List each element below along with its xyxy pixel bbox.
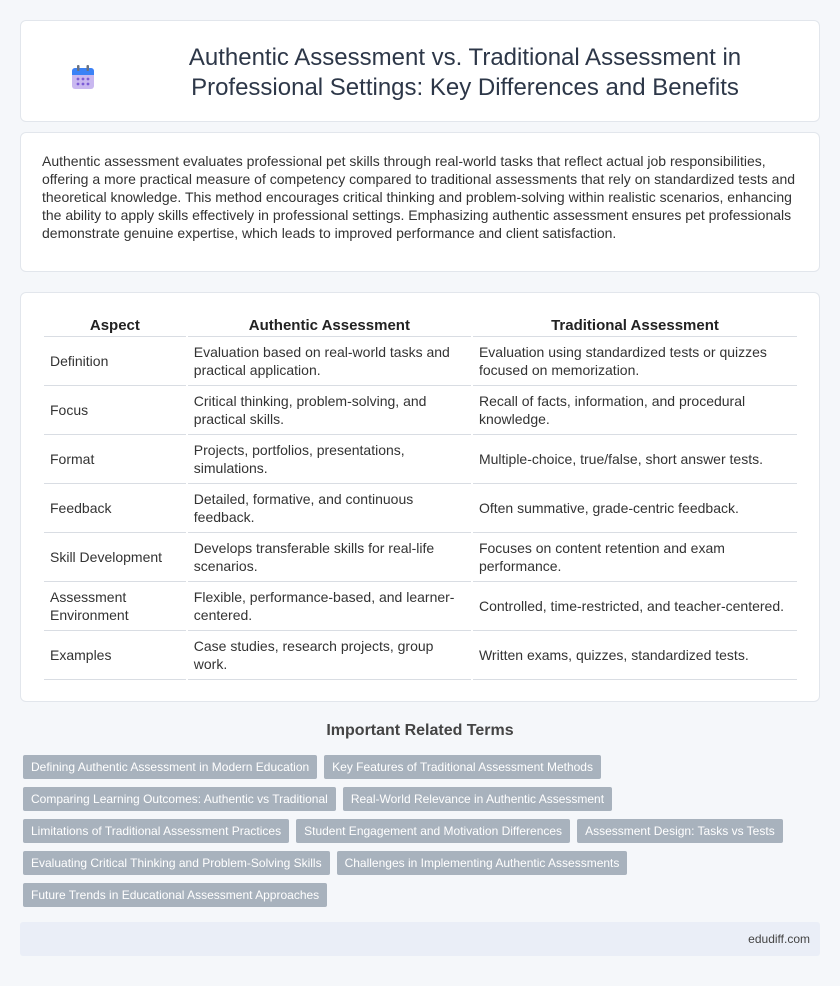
cell-aspect: Format: [44, 435, 186, 484]
cell-aspect: Focus: [44, 386, 186, 435]
cell-traditional: Focuses on content retention and exam performance.: [473, 533, 797, 582]
related-tag[interactable]: Limitations of Traditional Assessment Practices: [23, 819, 289, 843]
cell-traditional: Often summative, grade-centric feedback.: [473, 484, 797, 533]
comparison-table: [42, 315, 799, 680]
cell-aspect: Skill Development: [44, 533, 186, 582]
header-traditional: Traditional Assessment: [473, 315, 797, 337]
table-row: [44, 582, 797, 631]
intro-paragraph: Authentic assessment evaluates professional pet skills through real-world tasks that reflect actual job responsibilities, offering a more practical measure of competency compared to traditional assessments that rely on standardized tests and theoretical knowledge. This method encourages critical thinking and problem-solving within realistic scenarios, enhancing the ability to apply skills effectively in professional settings. Emphasizing authentic assessment ensures pet professionals demonstrate genuine expertise, which leads to improved performance and client satisfaction.: [42, 153, 796, 241]
header-authentic: Authentic Assessment: [188, 315, 471, 337]
table-row: [44, 631, 797, 680]
related-tag[interactable]: Evaluating Critical Thinking and Problem-Solving Skills: [23, 851, 330, 875]
table-row: [44, 337, 797, 386]
table-row: [44, 386, 797, 435]
related-terms-tags: [23, 755, 803, 915]
comparison-table-card: [20, 292, 820, 702]
cell-authentic: Develops transferable skills for real-life scenarios.: [188, 533, 471, 582]
table-row: [44, 533, 797, 582]
intro-card: [20, 132, 820, 272]
table-row: [44, 484, 797, 533]
cell-traditional: Multiple-choice, true/false, short answer tests.: [473, 435, 797, 484]
cell-aspect: Definition: [44, 337, 186, 386]
related-tag[interactable]: Key Features of Traditional Assessment Methods: [324, 755, 601, 779]
cell-aspect: Assessment Environment: [44, 582, 186, 631]
header-aspect: Aspect: [44, 315, 186, 337]
footer: [20, 922, 820, 956]
table-header-row: [44, 315, 797, 337]
related-terms-title: Important Related Terms: [326, 722, 514, 739]
cell-authentic: Case studies, research projects, group work.: [188, 631, 471, 680]
header-card: [20, 20, 820, 122]
cell-authentic: Projects, portfolios, presentations, simulations.: [188, 435, 471, 484]
cell-traditional: Controlled, time-restricted, and teacher-centered.: [473, 582, 797, 631]
cell-traditional: Evaluation using standardized tests or quizzes focused on memorization.: [473, 337, 797, 386]
cell-aspect: Examples: [44, 631, 186, 680]
related-tag[interactable]: Real-World Relevance in Authentic Assessment: [343, 787, 612, 811]
cell-authentic: Critical thinking, problem-solving, and practical skills.: [188, 386, 471, 435]
footer-site-link[interactable]: edudiff.com: [748, 932, 810, 946]
related-tag[interactable]: Future Trends in Educational Assessment Approaches: [23, 883, 327, 907]
cell-aspect: Feedback: [44, 484, 186, 533]
cell-traditional: Recall of facts, information, and procedural knowledge.: [473, 386, 797, 435]
related-tag[interactable]: Assessment Design: Tasks vs Tests: [577, 819, 783, 843]
related-tag[interactable]: Defining Authentic Assessment in Modern Education: [23, 755, 317, 779]
related-tag[interactable]: Student Engagement and Motivation Differences: [296, 819, 570, 843]
cell-authentic: Evaluation based on real-world tasks and practical application.: [188, 337, 471, 386]
page-title: Authentic Assessment vs. Traditional Assessment in Professional Settings: Key Differences and Benefits: [188, 44, 742, 101]
cell-authentic: Flexible, performance-based, and learner-centered.: [188, 582, 471, 631]
cell-traditional: Written exams, quizzes, standardized tests.: [473, 631, 797, 680]
cell-authentic: Detailed, formative, and continuous feedback.: [188, 484, 471, 533]
table-row: [44, 435, 797, 484]
related-tag[interactable]: Challenges in Implementing Authentic Assessments: [337, 851, 628, 875]
related-tag[interactable]: Comparing Learning Outcomes: Authentic vs Traditional: [23, 787, 336, 811]
